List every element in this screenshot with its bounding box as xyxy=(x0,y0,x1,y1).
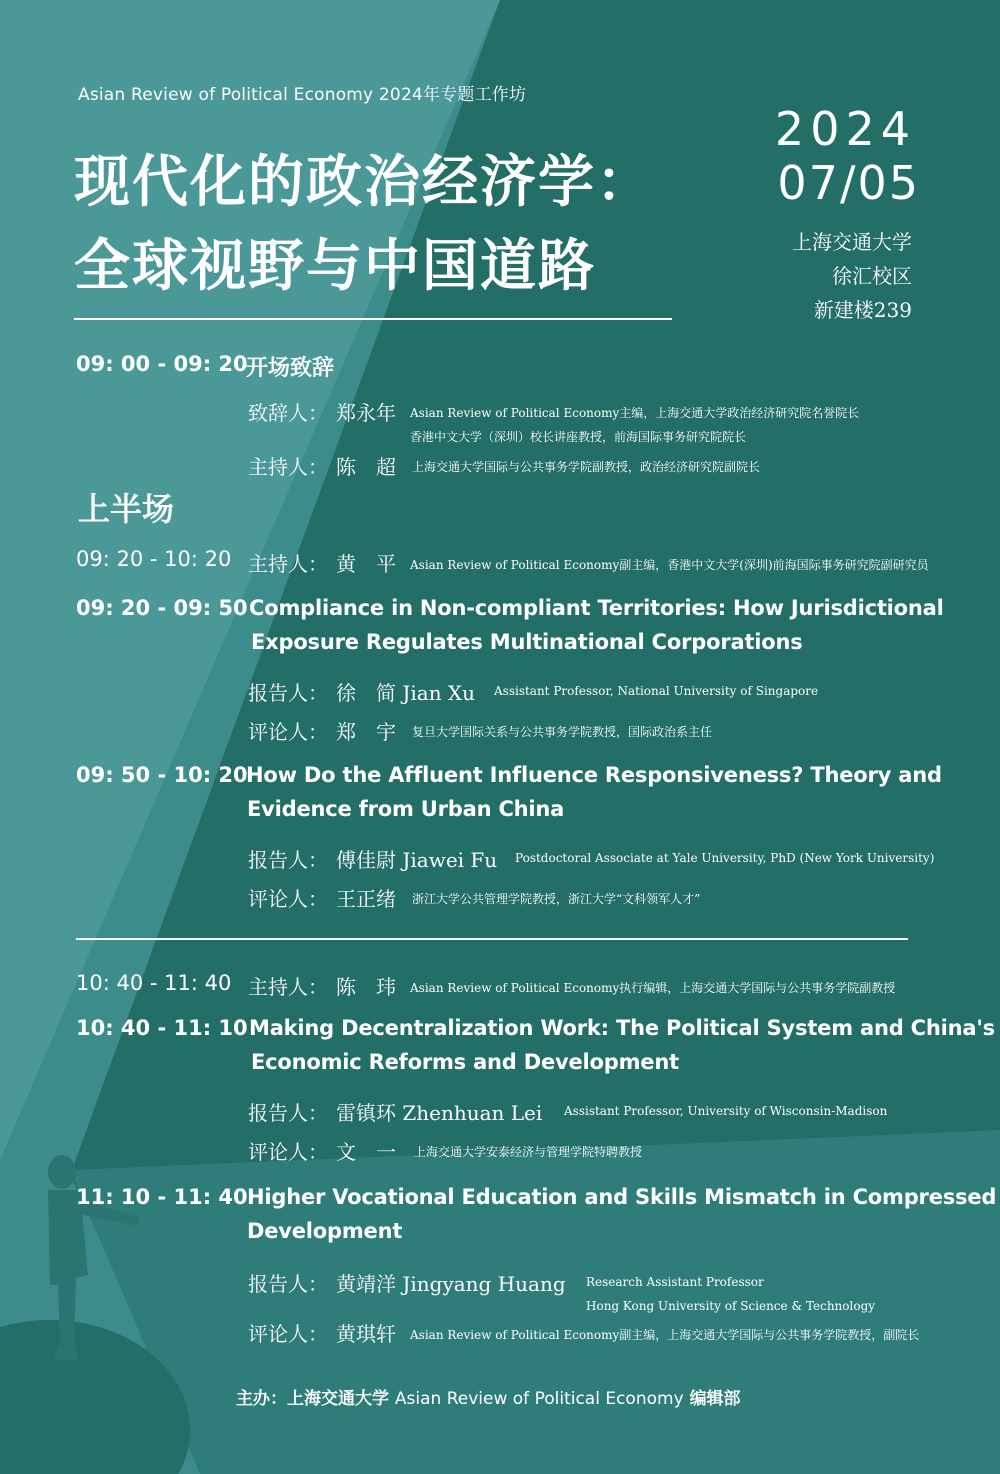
opening-title: 开场致辞 xyxy=(246,355,335,381)
talk1-presenter-affiliation: Assistant Professor, National University of Singapore xyxy=(494,684,819,698)
session2-host-label: 主持人： xyxy=(248,975,328,999)
opening-time: 09: 00 - 09: 20 xyxy=(76,352,248,376)
session2-host-name: 陈 玮 xyxy=(336,975,396,999)
talk2-time: 09: 50 - 10: 20 xyxy=(76,763,248,787)
talk2-discussant-label: 评论人： xyxy=(248,887,328,911)
talk1-title-line-1: Compliance in Non-compliant Territories: How Jurisdictional xyxy=(249,596,944,620)
talk4-discussant-name: 黄琪轩 xyxy=(336,1322,396,1346)
event-month-day: 07/05 xyxy=(777,156,920,210)
opening-speaker-affiliation-1: Asian Review of Political Economy主编，上海交通大学政治经济研究院名誉院长 xyxy=(410,406,860,420)
talk2-presenter-label: 报告人： xyxy=(248,848,328,872)
talk2-title-line-2: Evidence from Urban China xyxy=(247,797,565,821)
venue-room: 新建楼239 xyxy=(813,298,912,322)
talk4-presenter-label: 报告人： xyxy=(248,1272,328,1296)
opening-speaker-label: 致辞人： xyxy=(248,401,328,425)
organizer-suffix: 编辑部 xyxy=(689,1389,741,1409)
talk3-presenter-name: 雷镇环 Zhenhuan Lei xyxy=(336,1101,543,1125)
talk1-discussant-label: 评论人： xyxy=(248,720,328,744)
venue-campus: 徐汇校区 xyxy=(832,264,912,288)
talk4-discussant-affiliation: Asian Review of Political Economy副主编，上海交通大学国际与公共事务学院教授，副院长 xyxy=(410,1328,920,1342)
venue-university: 上海交通大学 xyxy=(792,230,912,254)
opening-speaker-name: 郑永年 xyxy=(336,401,396,425)
opening-host-affiliation: 上海交通大学国际与公共事务学院副教授，政治经济研究院副院长 xyxy=(412,460,761,474)
talk4-presenter-name: 黄靖洋 Jingyang Huang xyxy=(336,1272,566,1296)
talk2-discussant-name: 王正绪 xyxy=(336,887,396,911)
talk1-time: 09: 20 - 09: 50 xyxy=(76,596,248,620)
talk4-title-line-2: Development xyxy=(247,1219,403,1243)
talk2-presenter-affiliation: Postdoctoral Associate at Yale University, PhD (New York University) xyxy=(515,851,935,865)
talk4-presenter-affiliation-2: Hong Kong University of Science & Technology xyxy=(586,1299,876,1313)
talk1-discussant-affiliation: 复旦大学国际关系与公共事务学院教授，国际政治系主任 xyxy=(412,725,713,739)
talk1-presenter-name: 徐 简 Jian Xu xyxy=(336,681,476,705)
talk3-discussant-affiliation: 上海交通大学安泰经济与管理学院特聘教授 xyxy=(414,1145,643,1159)
header-divider xyxy=(74,318,672,320)
talk3-presenter-affiliation: Assistant Professor, University of Wisconsin-Madison xyxy=(564,1104,888,1118)
talk4-presenter-affiliation-1: Research Assistant Professor xyxy=(586,1275,764,1289)
session2-host-affiliation: Asian Review of Political Economy执行编辑，上海交通大学国际与公共事务学院副教授 xyxy=(410,981,896,995)
opening-host-label: 主持人： xyxy=(248,455,328,479)
talk1-title-line-2: Exposure Regulates Multinational Corporations xyxy=(251,630,803,654)
page-title-line-1: 现代化的政治经济学： xyxy=(74,149,654,215)
talk2-presenter-name: 傅佳尉 Jiawei Fu xyxy=(336,848,498,872)
event-subtitle: Asian Review of Political Economy 2024年专题工作坊 xyxy=(78,85,527,105)
talk4-discussant-label: 评论人： xyxy=(248,1322,328,1346)
organizer-line xyxy=(236,1384,741,1409)
talk3-discussant-label: 评论人： xyxy=(248,1140,328,1164)
talk1-discussant-name: 郑 宇 xyxy=(336,720,396,744)
talk4-title-line-1: Higher Vocational Education and Skills Mismatch in Compressed xyxy=(247,1185,997,1209)
talk2-title-line-1: How Do the Affluent Influence Responsiveness? Theory and xyxy=(246,763,942,787)
session2-time: 10: 40 - 11: 40 xyxy=(76,971,232,995)
talk3-presenter-label: 报告人： xyxy=(248,1101,328,1125)
talk1-presenter-label: 报告人： xyxy=(248,681,328,705)
organizer-journal: Asian Review of Political Economy xyxy=(394,1389,684,1409)
event-year: 2024 xyxy=(774,102,916,156)
talk3-time: 10: 40 - 11: 10 xyxy=(76,1016,248,1040)
session1-time: 09: 20 - 10: 20 xyxy=(76,547,232,571)
opening-host-name: 陈 超 xyxy=(336,455,396,479)
talk2-discussant-affiliation: 浙江大学公共管理学院教授，浙江大学“文科领军人才” xyxy=(412,892,701,906)
session1-host-label: 主持人： xyxy=(248,552,328,576)
opening-speaker-affiliation-2: 香港中文大学（深圳）校长讲座教授，前海国际事务研究院院长 xyxy=(410,430,747,444)
talk3-discussant-name: 文 一 xyxy=(336,1140,396,1164)
talk4-time: 11: 10 - 11: 40 xyxy=(76,1185,248,1209)
session1-host-affiliation: Asian Review of Political Economy副主编，香港中文大学(深圳)前海国际事务研究院副研究员 xyxy=(410,558,929,572)
page-title-line-2: 全球视野与中国道路 xyxy=(74,233,596,299)
session1-heading: 上半场 xyxy=(78,490,175,528)
session1-host-name: 黄 平 xyxy=(336,552,396,576)
talk3-title-line-2: Economic Reforms and Development xyxy=(251,1050,679,1074)
session-divider xyxy=(76,938,908,940)
talk3-title-line-1: Making Decentralization Work: The Political System and China's xyxy=(249,1016,995,1040)
organizer-prefix: 主办：上海交通大学 xyxy=(236,1389,389,1409)
